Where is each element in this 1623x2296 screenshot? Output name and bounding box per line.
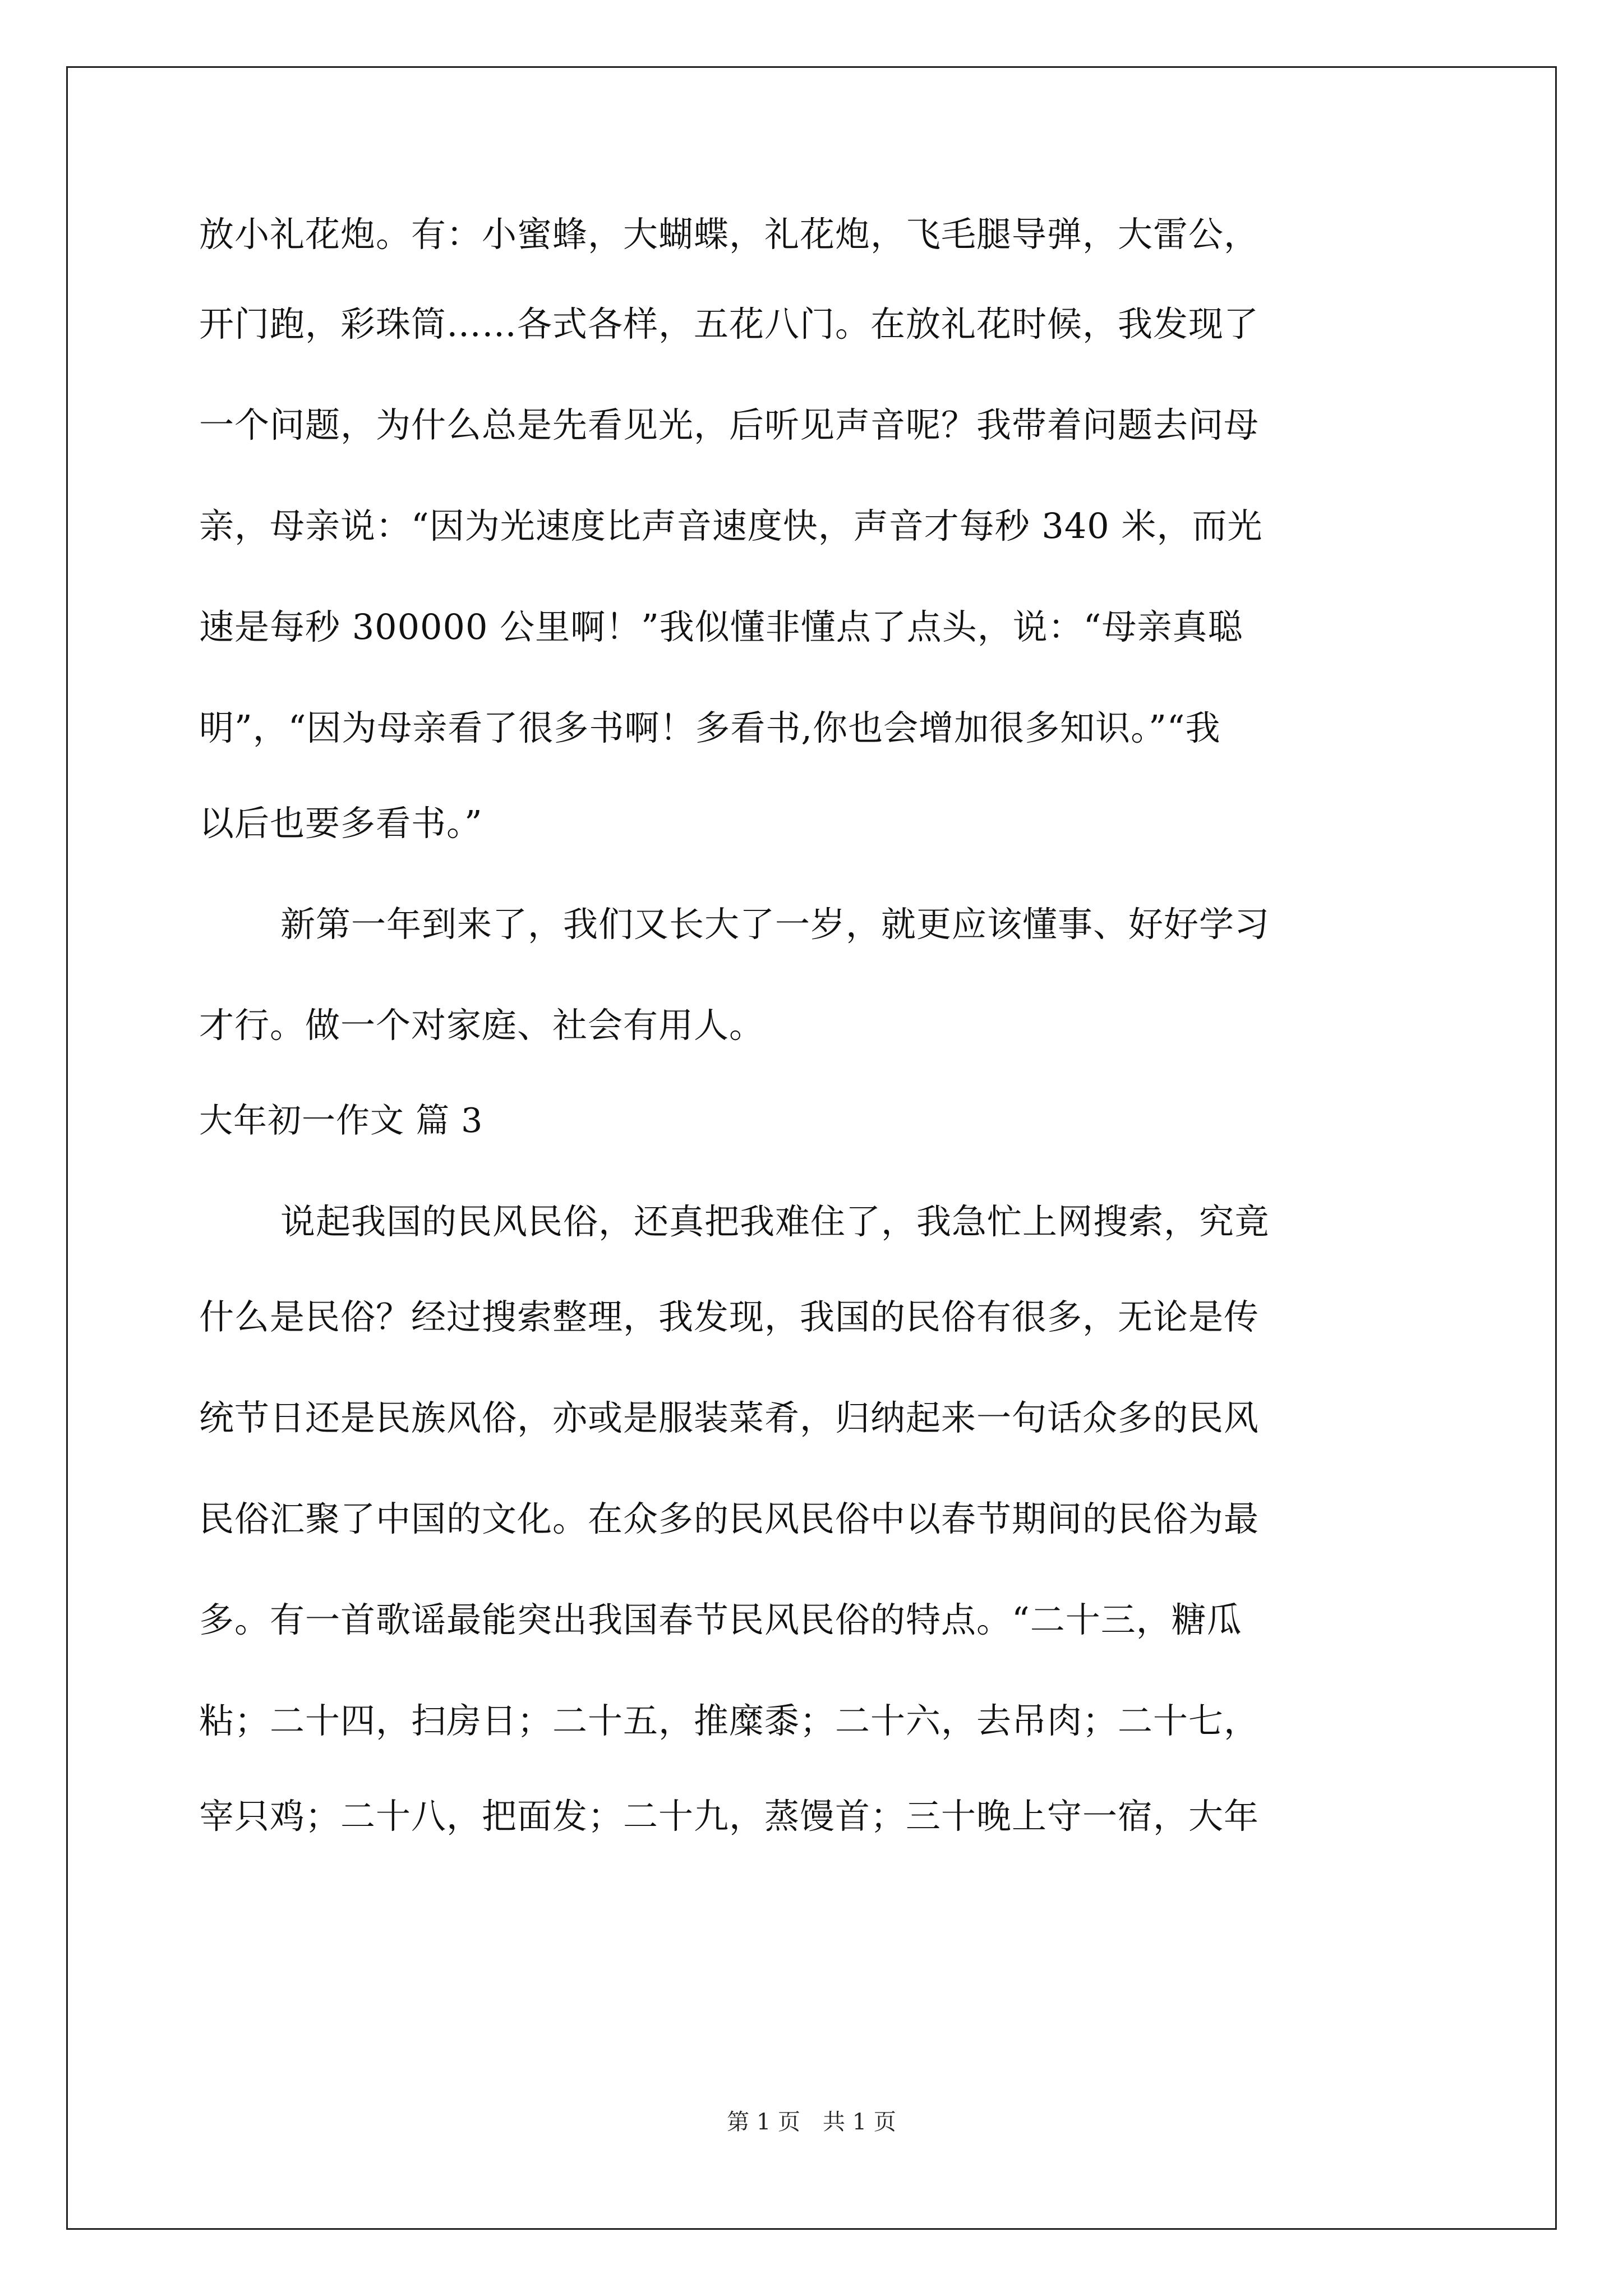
page-footer: 第 1 页 共 1 页 — [727, 2109, 896, 2135]
text-line-9: 才行。做一个对家庭、社会有用人。 — [199, 1005, 765, 1046]
text-line-7: 以后也要多看书。” — [199, 803, 483, 844]
text-line-13: 统节日还是民族风俗，亦或是服装菜肴，归纳起来一句话众多的民风 — [199, 1397, 1260, 1438]
text-line-2: 开门跑，彩珠筒……各式各样，五花八门。在放礼花时候，我发现了 — [199, 303, 1260, 344]
text-line-3: 一个问题，为什么总是先看见光，后听见声音呢？我带着问题去问母 — [199, 404, 1260, 445]
page-border — [66, 66, 1557, 2230]
text-line-15: 多。有一首歌谣最能突出我国春节民风民俗的特点。“二十三，糖瓜 — [199, 1599, 1242, 1640]
text-line-14: 民俗汇聚了中国的文化。在众多的民风民俗中以春节期间的民俗为最 — [199, 1498, 1260, 1539]
text-line-4: 亲，母亲说：“因为光速度比声音速度快，声音才每秒 340 米，而光 — [199, 505, 1263, 546]
paragraph-start-line: 说起我国的民风民俗，还真把我难住了，我急忙上网搜索，究竟 — [280, 1201, 1270, 1242]
text-line-16: 粘；二十四，扫房日；二十五，推糜黍；二十六，去吊肉；二十七， — [199, 1700, 1260, 1741]
text-line-1: 放小礼花炮。有：小蜜蜂，大蝴蝶，礼花炮，飞毛腿导弹，大雷公， — [199, 214, 1260, 255]
section-heading: 大年初一作文 篇 3 — [199, 1101, 483, 1140]
text-line-17: 宰只鸡；二十八，把面发；二十九，蒸馒首；三十晚上守一宿，大年 — [199, 1796, 1260, 1837]
text-line-12: 什么是民俗？经过搜索整理，我发现，我国的民俗有很多，无论是传 — [199, 1296, 1260, 1337]
text-line-5: 速是每秒 300000 公里啊！”我似懂非懂点了点头，说：“母亲真聪 — [199, 606, 1243, 647]
text-line-6: 明”，“因为母亲看了很多书啊！多看书,你也会增加很多知识。”“我 — [199, 707, 1221, 748]
paragraph-start-line: 新第一年到来了，我们又长大了一岁，就更应该懂事、好好学习 — [280, 904, 1270, 945]
